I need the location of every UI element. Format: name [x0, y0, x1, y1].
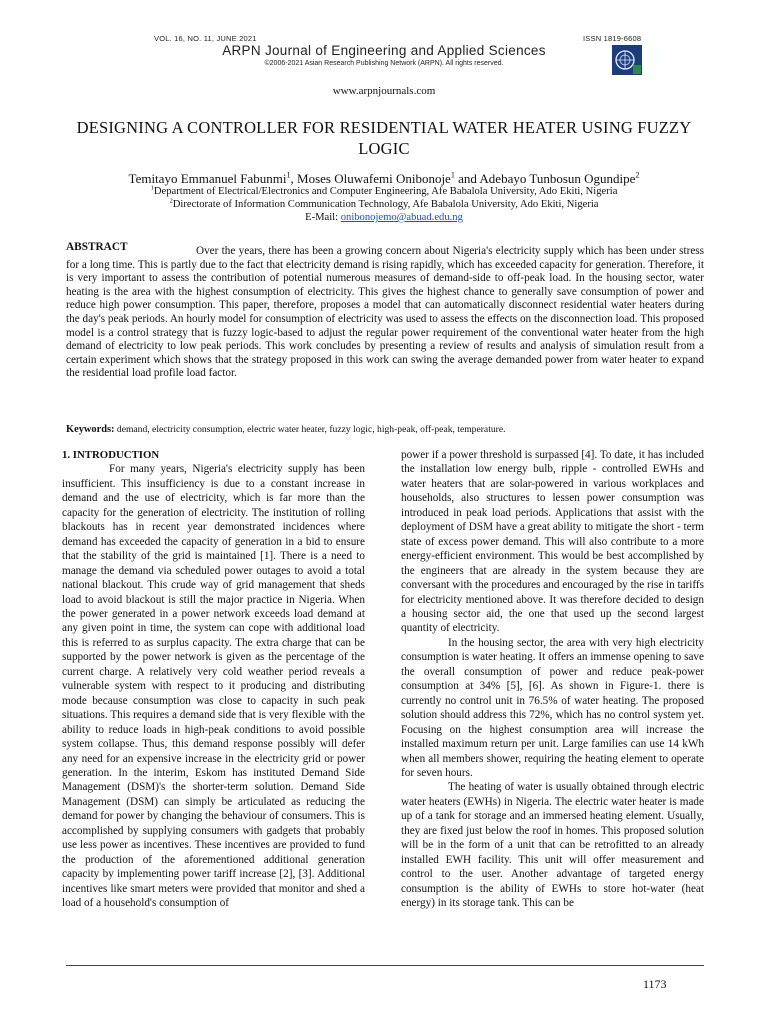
paragraph-text: For many years, Nigeria's electricity supply has been insufficient. This insufficiency is due to a constant increase in demand and the use of electricity, which is far more than the capacity for the generation of electricity. The institution of rolling blackouts has in recent year demonstrated incidences where demand has exceeded the capacity of generation in a bid to ensure that the stability of the grid is maintained [1]. There is a need to manage the demand via scheduled power outages to avoid a total national blackout. This crude way of grid management that sheds load to avoid blackout is still the major practice in Nigeria. When the power generated in a power network exceeds load demand at any given point in time, the system can cope with additional load this is referred to as surplus capacity. The extra charge that can be supported by the power network is given as the percentage of the current charge. A relatively very cold weather period reveals a vulnerable system with respect to it producing and distributing mode because consumption was close to capacity in such peak situations. This requires a demand side that is very flexible with the ability to reduce loads in high-peak conditions to avoid possible system collapse. Thus, this demand response possibly will defer any need for an expensive increase in the electricity grid or power generation. In the interim, Eskom has instituted Demand Side Management (DSM)'s the shorter-term solution. Demand Side Management (DSM) can simply be articulated as reducing the demand for power by changing the behaviour of consumers. This is accomplished by supplying consumers with gadgets that probably use less power as incentives. These incentives are provided to fund the production of the aforementioned additional generation capacity by implementing power tariff increase [2], [3]. Additional incentives like smart meters were provided that monitor and shed a load of a household's consumption of — [62, 463, 365, 910]
affiliation-1 — [0, 186, 768, 197]
paragraph — [401, 448, 704, 636]
section-heading-introduction: 1. INTRODUCTION — [62, 449, 160, 461]
paragraph — [401, 636, 704, 781]
paragraph-text: The heating of water is usually obtained through electric water heaters (EWHs) in Nigeria. The electric water heater is made up of a tank for storage and an immersed heating element. Usually, they are fixed just below the roof in homes. This proposed solution will be in the form of a unit that can be retrofitted to an already installed EWH facility. This unit will offer measurement and control to the user. Another advantage of targeted energy consumption is the ability of EWHs to store hot-water (heat energy) in its storage tank. This can be — [401, 781, 704, 910]
keywords — [66, 424, 706, 436]
abstract-text: Over the years, there has been a growing concern about Nigeria's electricity supply which has been under stress for a long time. This is partly due to the fact that electricity demand is rising rapidly, which has exceeded capacity for generation. Therefore, it is very important to assess the contribution of potential numerous measures of demand-side to off-peak load. In the housing sector, water heating is the area with the highest consumption of electricity. This gives the highest chance to generally save consumption of power and reduce high power consumption. This paper, therefore, proposes a model that can automatically disconnect residential water heaters during the day's peak periods. An hourly model for consumption of electricity was used to assess the effects on the disconnection load. This proposed model is a control strategy that is fuzzy logic-based to adjust the regular power requirement of the conventional water heater from the high demand of electricity to low peak periods. This work concludes by presenting a review of results and analysis of simulation result from a certain experiment which shows that the strategy proposed in this work can swing the average demanded power from water heater to expand the residential load profile load factor. — [66, 245, 704, 380]
paragraph-text: In the housing sector, the area with very high electricity consumption is water heating. It offers an immense opening to save the overall consumption of power and reduce peak-power consumption at 34% [5], [6]. As shown in Figure-1. there is currently no control unit in 76.5% of water heating. The proposed solution should address this 72%, which has no control system yet. Focusing on the highest consumption area will increase the installed maximum return per unit. Large families can use 14 kWh when all members shower, requiring the heating element to operate for seven hours. — [401, 636, 704, 779]
paragraph — [401, 780, 704, 910]
author-name: Temitayo Emmanuel Fabunmi — [128, 171, 287, 186]
author-separator: , — [290, 171, 298, 186]
issn: ISSN 1819-6608 — [583, 34, 642, 43]
affiliation-text: Directorate of Information Communication Technology, Afe Babalola University, Ado Ekiti, Nigeria — [172, 199, 599, 210]
affiliation-mark: 1 — [150, 184, 154, 192]
keywords-text: demand, electricity consumption, electric water heater, fuzzy logic, high-peak, off-peak, temperature. — [116, 424, 506, 435]
volume-info: VOL. 16, NO. 11, JUNE 2021 — [154, 34, 257, 43]
author-name: Adebayo Tunbosun Ogundipe — [479, 171, 636, 186]
right-column — [401, 448, 704, 911]
journal-website[interactable]: www.arpnjournals.com — [332, 85, 436, 97]
author-affiliation-mark: 2 — [635, 170, 640, 180]
paper-title: DESIGNING A CONTROLLER FOR RESIDENTIAL WATER HEATER USING FUZZY LOGIC — [76, 118, 692, 158]
left-column — [62, 448, 365, 911]
arpn-logo-icon — [612, 45, 642, 75]
keywords-label: Keywords: — [66, 424, 115, 435]
affiliation-text: Department of Electrical/Electronics and Computer Engineering, Afe Babalola University, Ado Ekiti, Nigeria — [153, 186, 618, 197]
copyright-line: ©2006-2021 Asian Research Publishing Network (ARPN). All rights reserved. — [264, 60, 504, 67]
email-link[interactable]: onibonojemo@abuad.edu.ng — [340, 212, 463, 223]
author-name: Moses Oluwafemi Onibonoje — [297, 171, 451, 186]
author-line — [0, 171, 768, 187]
paragraph — [62, 462, 365, 910]
affiliation-mark: 2 — [169, 197, 173, 205]
author-affiliation-mark: 1 — [286, 170, 291, 180]
paragraph-text: power if a power threshold is surpassed [4]. To date, it has included the installation low energy bulb, ripple - controlled EWHs and water heaters that are solar-powered in various workplaces and households, also structures to lessen power consumption was introduced in peak load periods. Applications that assist with the deployment of DSM have a great ability to mitigate the short - term state of excess power demand. This will also contribute to a more energy-efficient environment. This would be best accomplished by the engineers that are already in the system because they are conversant with the procedures and encouraged by the rise in tariffs for electricity mentioned above. It was therefore decided to design a housing sector aid, the one that used up the second largest quantity of electricity. — [401, 449, 704, 635]
footer-divider — [66, 965, 704, 966]
abstract-heading: ABSTRACT — [66, 241, 128, 253]
email-line — [0, 212, 768, 223]
page-number: 1173 — [643, 977, 667, 991]
email-label: E-Mail: — [305, 212, 341, 223]
journal-name: ARPN Journal of Engineering and Applied Sciences — [222, 43, 546, 58]
affiliation-2 — [0, 199, 768, 210]
author-affiliation-mark: 1 — [450, 170, 455, 180]
author-separator: and — [454, 171, 480, 186]
abstract-body — [66, 245, 704, 381]
